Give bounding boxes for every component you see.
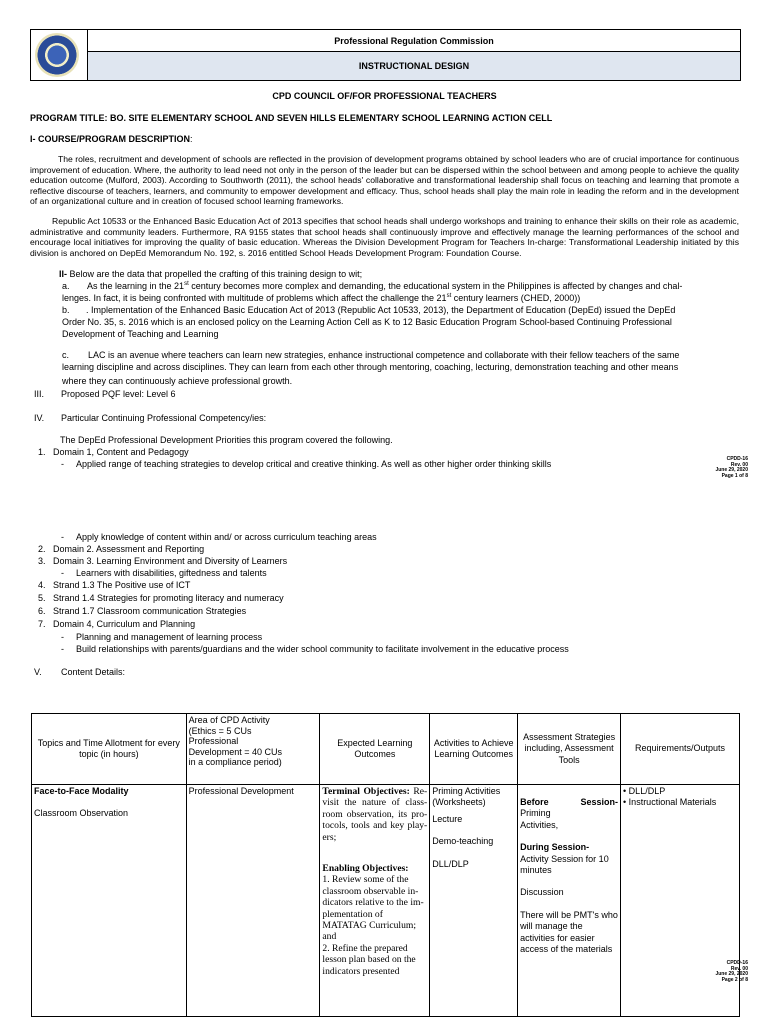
item-c-line3: where they can continuously achieve professional growth. xyxy=(62,376,293,386)
domain-4-num: 4. xyxy=(38,580,46,590)
before-session-label: Before Session- xyxy=(520,797,619,807)
item-c-line2: learning discipline and across disciplines. They can learn from each other through mentoring, coaching, lecturing, demonstration teaching and other means xyxy=(62,362,679,372)
item-a-label: a. xyxy=(62,281,70,291)
footer-code: CPDD-16 xyxy=(726,456,748,462)
section5-label: V. xyxy=(34,667,42,677)
before-session-text: Priming Activities, xyxy=(520,808,559,830)
document-header xyxy=(30,29,741,81)
item-a-text1: As the learning in the 21 xyxy=(87,281,185,291)
section1-title: I- COURSE/PROGRAM DESCRIPTION xyxy=(30,134,191,144)
logo-cell xyxy=(31,30,88,80)
item-b-line3: Development of Teaching and Learning xyxy=(62,329,219,339)
domain-4-text: Strand 1.3 The Positive use of ICT xyxy=(53,580,191,590)
col-topics-header: Topics and Time Allotment for every topic (in hours) xyxy=(32,714,187,785)
footer-date: June 29, 2020 xyxy=(715,971,748,978)
outcomes-cell xyxy=(320,785,430,1017)
during-session-label: During Session- xyxy=(520,842,590,853)
requirement-item: • DLL/DLP xyxy=(623,786,666,796)
area-header-line: Area of CPD Activity xyxy=(188,715,270,725)
topic-cell xyxy=(32,785,187,1017)
section1-colon: : xyxy=(190,134,193,144)
terminal-label: Terminal Objectives: xyxy=(322,786,410,797)
activity-item: Demo-teaching xyxy=(432,836,494,847)
item-a-sup1: st xyxy=(184,281,189,287)
bullet-1-text: Applied range of teaching strategies to develop critical and creative thinking. As well as other higher order thinking skills xyxy=(76,459,552,469)
domain-3-num: 3. xyxy=(38,556,46,566)
footer-code: CPDD-16 xyxy=(726,960,748,966)
item-b-label: b. xyxy=(62,305,70,315)
section2-label: II- xyxy=(59,269,67,279)
domain-1-text: Domain 1, Content and Pedagogy xyxy=(53,447,189,457)
terminal-objectives xyxy=(322,786,427,843)
domain-6-text: Strand 1.7 Classroom communication Strategies xyxy=(53,606,247,616)
col-activities-header: Activities to Achieve Learning Outcomes xyxy=(430,714,518,785)
bullet-dash: - xyxy=(61,532,64,542)
activities-cell xyxy=(430,785,518,1017)
section2-intro xyxy=(59,269,749,279)
bullet-5-text: Build relationships with parents/guardians and the wider school community to facilitate involvement in the educative process xyxy=(76,644,569,654)
program-title xyxy=(30,113,750,123)
section3-label: III. xyxy=(34,389,45,399)
item-c-label: c. xyxy=(62,350,70,360)
page-2-footer xyxy=(690,961,748,983)
program-title-text: : BO. SITE ELEMENTARY SCHOOL AND SEVEN HILLS ELEMENTARY SCHOOL LEARNING ACTION CELL xyxy=(104,113,553,123)
bullet-4-text: Planning and management of learning process xyxy=(76,632,263,642)
prc-seal-logo xyxy=(35,33,79,77)
domain-2-num: 2. xyxy=(38,544,46,554)
bullet-dash: - xyxy=(61,459,64,469)
council-title: CPD COUNCIL OF/FOR PROFESSIONAL TEACHERS xyxy=(272,91,497,101)
activity-item: Priming Activities (Worksheets) xyxy=(432,786,501,808)
section2-text: Below are the data that propelled the crafting of this training design to wit; xyxy=(67,269,363,279)
item-c-line1: LAC is an avenue where teachers can learn new strategies, enhance instructional competence and collaborate with their fellow teachers of the same xyxy=(88,350,680,360)
pmt-text: There will be PMT's who will manage the activities for easier access of the materials xyxy=(520,909,618,955)
bullet-dash: - xyxy=(61,644,64,654)
content-details-table xyxy=(31,713,740,1017)
bullet-2-text: Apply knowledge of content within and/ or across curriculum teaching areas xyxy=(76,532,377,542)
item-b-line1: . Implementation of the Enhanced Basic Education Act of 2013 (Republic Act 10533, 2013), the Department of Education (DepEd) issued the DepEd xyxy=(86,305,676,315)
section5-text: Content Details: xyxy=(61,667,126,677)
domain-1-num: 1. xyxy=(38,447,46,457)
area-cell: Professional Development xyxy=(186,785,320,1017)
footer-rev: Rev. 00 xyxy=(730,965,748,972)
area-header-line: Development = 40 CUs xyxy=(188,746,282,757)
item-b-line2: Order No. 35, s. 2016 which is an enclosed policy on the Learning Action Cell as K to 12 Basic Education Program School-based Continuing Professional xyxy=(62,317,672,327)
footer-date: June 29, 2020 xyxy=(715,467,748,474)
item-a-line2 xyxy=(62,293,752,303)
modality-label: Face-to-Face Modality xyxy=(34,786,129,796)
paragraph-1: The roles, recruitment and development of schools are reflected in the provision of development programs obtained by school leaders who are of crucial importance for continuous improvement of education. Where, the authority to lead need not only in the person of the leader but can be dispersed within the school between and among people to achieve the quality education outcome (Mulford, 2003). According to Southworth (2011), the school heads' collaborative and transformational leadership shall focus on teaching and learning that promote a reflective discourse of teachers, learners, and community to empower development and efficacy. Thus, school heads shall play the main role in leading the reform and in the development of an organizational culture and in creation of focused school learning frameworks. xyxy=(30,154,739,207)
domain-7-text: Domain 4, Curriculum and Planning xyxy=(53,619,196,629)
footer-rev: Rev. 00 xyxy=(730,461,748,468)
item-a-text3: lenges. In fact, it is being confronted with multitude of problems which affect the challenge the 21 xyxy=(62,293,447,303)
domain-3-text: Domain 3. Learning Environment and Diversity of Learners xyxy=(53,556,288,566)
area-header-line: Professional xyxy=(188,736,239,746)
footer-page: Page 1 of 8 xyxy=(721,472,748,479)
doc-type-title: INSTRUCTIONAL DESIGN xyxy=(88,52,740,80)
enabling-objective-2: 2. Refine the prepared lesson plan based on the indicators presented xyxy=(322,942,416,977)
item-a-line1 xyxy=(87,281,747,291)
domain-5-text: Strand 1.4 Strategies for promoting literacy and numeracy xyxy=(53,593,284,603)
section3-text: Proposed PQF level: Level 6 xyxy=(61,389,176,399)
deped-intro: The DepEd Professional Development Priorities this program covered the following. xyxy=(60,435,393,445)
item-a-text2: century becomes more complex and demanding, the educational system in the Philippines is affected by changes and chal- xyxy=(188,281,683,291)
discussion-text: Discussion xyxy=(520,887,564,898)
footer-page: Page 2 of 8 xyxy=(721,976,748,983)
col-requirements-header: Requirements/Outputs xyxy=(621,714,740,785)
section4-label: IV. xyxy=(34,413,45,423)
domain-5-num: 5. xyxy=(38,593,46,603)
org-name: Professional Regulation Commission xyxy=(88,30,740,52)
section4-text: Particular Continuing Professional Competency/ies: xyxy=(61,413,267,423)
col-assessment-header: Assessment Strategies including, Assessment Tools xyxy=(518,714,621,785)
bullet-3-text: Learners with disabilities, giftedness and talents xyxy=(76,568,267,578)
topic-label: Classroom Observation xyxy=(34,808,129,819)
bullet-dash: - xyxy=(61,568,64,578)
item-a-text4: century learners (CHED, 2000)) xyxy=(451,293,581,303)
table-header-row xyxy=(32,714,740,785)
activity-item: DLL/DLP xyxy=(432,858,469,869)
page-1-footer xyxy=(690,457,748,479)
terminal-text: Re-visit the nature of class-room observation, its pro-tocols, tools and key play-ers; xyxy=(322,786,428,843)
item-a-sup2: st xyxy=(446,293,452,299)
col-area-header xyxy=(186,714,320,785)
enabling-objective-1: 1. Review some of the classroom observable in-dicators relative to the im-plementation of MATATAG Curriculum; and xyxy=(322,874,424,943)
during-session-text: Activity Session for 10 minutes xyxy=(520,853,609,876)
requirement-item: • Instructional Materials xyxy=(623,797,717,808)
program-title-label: PROGRAM TITLE xyxy=(30,113,105,123)
bullet-dash: - xyxy=(61,632,64,642)
enabling-label: Enabling Objectives: xyxy=(322,863,409,875)
area-header-line: in a compliance period) xyxy=(188,757,282,767)
activity-item: Lecture xyxy=(432,813,463,824)
table-row xyxy=(32,785,740,1017)
section1-heading xyxy=(30,134,193,144)
paragraph-2: Republic Act 10533 or the Enhanced Basic Education Act of 2013 specifies that school heads shall undergo workshops and training to enhance their skills on their role as academic, administrative and community leaders. Furthermore, RA 9155 states that school heads shall continuously improve and effectively manage the learning performances of the school and encourage local initiatives for improving the quality of basic education. Whereas the Division Development Program for Teachers In-charge: Transformational Leadership initiated by this division is anchored on DepEd Memorandum No. 192, s. 2016 entitled School Heads Development Program: Foundation Course. xyxy=(30,216,739,258)
area-header-line: (Ethics = 5 CUs xyxy=(188,725,252,736)
assessment-cell xyxy=(518,785,621,1017)
domain-6-num: 6. xyxy=(38,606,46,616)
domain-2-text: Domain 2. Assessment and Reporting xyxy=(53,544,205,554)
domain-7-num: 7. xyxy=(38,619,46,629)
col-outcomes-header: Expected Learning Outcomes xyxy=(320,714,430,785)
